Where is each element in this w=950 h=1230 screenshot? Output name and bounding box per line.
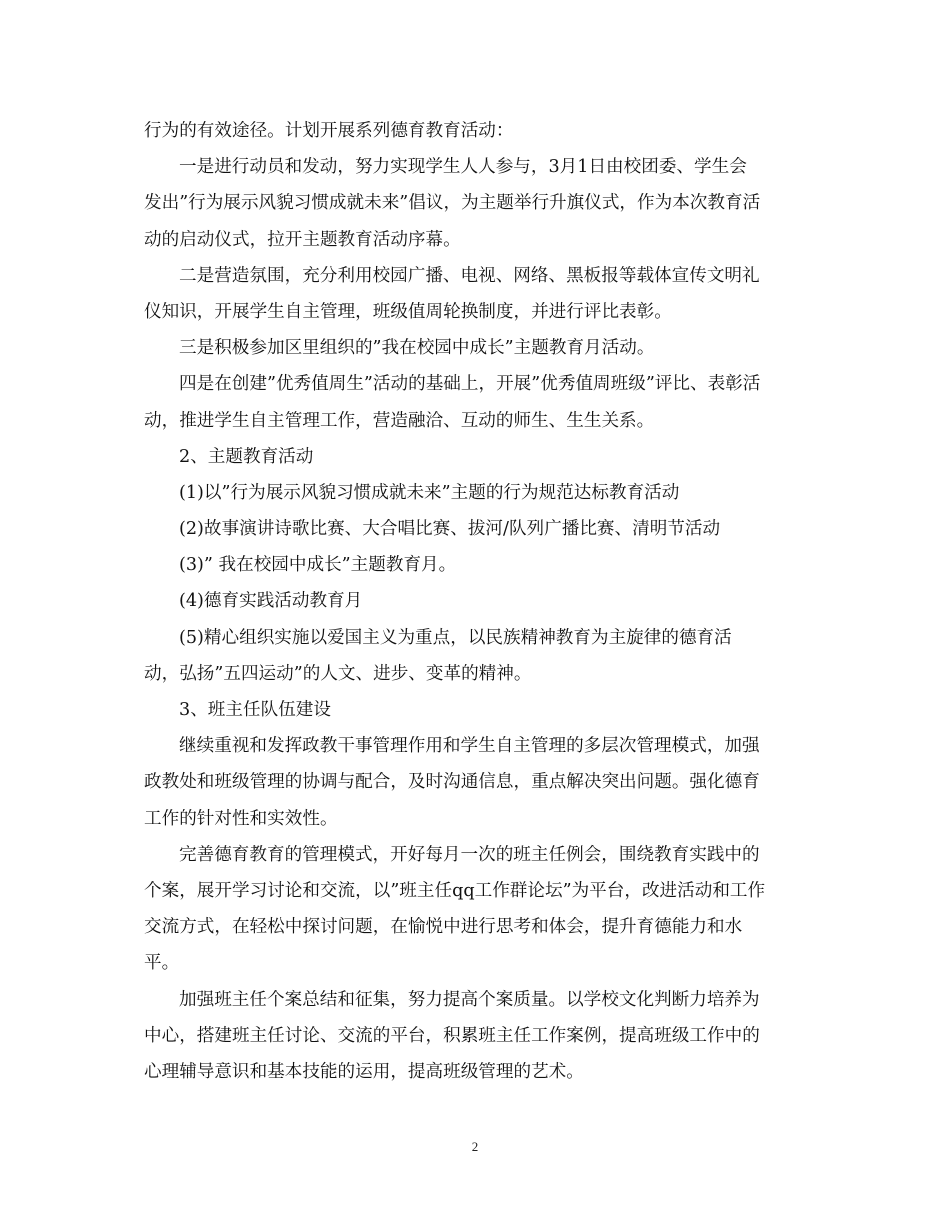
page-number: 2 bbox=[471, 1139, 479, 1154]
text-line: 行为的有效途径。计划开展系列德育教育活动： bbox=[144, 121, 514, 141]
list-item: (2)故事演讲诗歌比赛、大合唱比赛、拔河/队列广播比赛、清明节活动 bbox=[179, 519, 721, 540]
text-line: 动的启动仪式，拉开主题教育活动序幕。 bbox=[144, 229, 461, 250]
text-line: 动，推进学生自主管理工作，营造融洽、互动的师生、生生关系。 bbox=[144, 410, 655, 431]
text-line: 三是积极参加区里组织的”我在校园中成长”主题教育月活动。 bbox=[179, 338, 655, 359]
text-line: 继续重视和发挥政教干事管理作用和学生自主管理的多层次管理模式，加强 bbox=[179, 736, 760, 757]
list-item: (3)” 我在校园中成长”主题教育月。 bbox=[179, 555, 457, 576]
text-line: 平。 bbox=[144, 953, 180, 974]
text-line: 工作的针对性和实效性。 bbox=[144, 808, 338, 829]
text-line: 发出”行为展示风貌习惯成就未来”倡议，为主题举行升旗仪式，作为本次教育活 bbox=[144, 193, 761, 214]
section-heading: 2、主题教育活动 bbox=[179, 446, 314, 467]
text-line: 仪知识，开展学生自主管理，班级值周轮换制度，并进行评比表彰。 bbox=[144, 301, 672, 322]
text-line: 交流方式，在轻松中探讨问题，在愉悦中进行思考和体会，提升育德能力和水 bbox=[144, 917, 743, 938]
text-line: 二是营造氛围，充分利用校园广播、电视、网络、黑板报等载体宣传文明礼 bbox=[179, 265, 760, 286]
text-line: 动，弘扬”五四运动”的人文、进步、变革的精神。 bbox=[144, 663, 532, 684]
text-line: 中心，搭建班主任讨论、交流的平台，积累班主任工作案例，提高班级工作中的 bbox=[144, 1025, 760, 1046]
list-item: (4)德育实践活动教育月 bbox=[179, 591, 363, 612]
section-heading: 3、班主任队伍建设 bbox=[179, 700, 331, 720]
text-line: 个案，展开学习讨论和交流，以”班主任qq工作群论坛”为平台，改进活动和工作 bbox=[144, 880, 766, 901]
document-body bbox=[144, 113, 808, 1090]
list-item: (1)以”行为展示风貌习惯成就未来”主题的行为规范达标教育活动 bbox=[179, 482, 680, 503]
text-line: 四是在创建”优秀值周生”活动的基础上，开展”优秀值周班级”评比、表彰活 bbox=[179, 374, 761, 395]
list-item: (5)精心组织实施以爱国主义为重点，以民族精神教育为主旋律的德育活 bbox=[179, 627, 732, 648]
text-line: 政教处和班级管理的协调与配合，及时沟通信息，重点解决突出问题。强化德育 bbox=[144, 772, 760, 793]
text-line: 完善德育教育的管理模式，开好每月一次的班主任例会，围绕教育实践中的 bbox=[179, 844, 760, 865]
text-line: 加强班主任个案总结和征集，努力提高个案质量。以学校文化判断力培养为 bbox=[179, 989, 760, 1010]
text-line: 一是进行动员和发动，努力实现学生人人参与，3月1日由校团委、学生会 bbox=[179, 157, 747, 178]
text-line: 心理辅导意识和基本技能的运用，提高班级管理的艺术。 bbox=[144, 1061, 584, 1082]
